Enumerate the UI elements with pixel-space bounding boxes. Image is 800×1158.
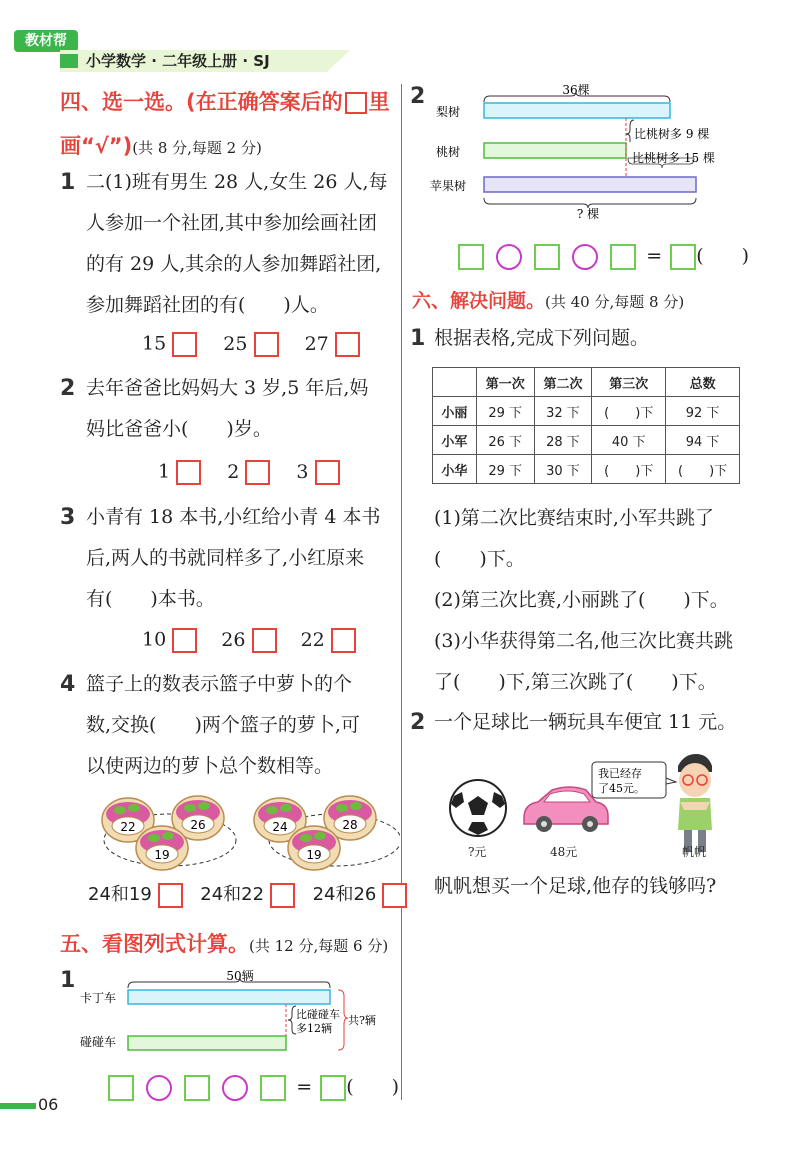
table-header-row: 第一次 第二次 第三次 总数 xyxy=(433,368,740,397)
header-stripe xyxy=(60,54,78,68)
row-label: 碰碰车 xyxy=(80,1035,117,1049)
section4-title: 四、选一选。(在正确答案后的 里 xyxy=(60,90,390,114)
number-box[interactable] xyxy=(458,244,484,270)
total-label: 36棵 xyxy=(562,83,590,97)
question-number: 2 xyxy=(60,376,76,401)
row-label: 卡丁车 xyxy=(80,991,117,1005)
answer-box[interactable] xyxy=(172,332,197,357)
answer-box[interactable] xyxy=(270,883,295,908)
equation-row xyxy=(108,1072,399,1101)
title-answer-box xyxy=(345,92,367,114)
option-row: 1 2 3 xyxy=(158,460,340,485)
row-label: 桃树 xyxy=(436,145,461,159)
unit-paren: ( ) xyxy=(696,245,750,267)
answer-box[interactable] xyxy=(335,332,360,357)
basket-number: 28 xyxy=(342,818,358,832)
number-box[interactable] xyxy=(184,1075,210,1101)
speech-bubble xyxy=(592,762,676,798)
answer-box[interactable] xyxy=(252,628,277,653)
header-title: 小学数学 · 二年级上册 · SJ xyxy=(86,52,270,70)
svg-text:我已经存: 我已经存 xyxy=(598,767,642,780)
table-row: 小军 26 下 28 下 40 下 94 下 xyxy=(433,426,740,455)
answer-box[interactable] xyxy=(315,460,340,485)
row-label: 苹果树 xyxy=(430,179,467,193)
section4-title-line2: 画“√”)(共 8 分,每题 2 分) xyxy=(60,134,262,158)
unit-paren: ( ) xyxy=(346,1076,400,1098)
equation-row xyxy=(458,241,749,270)
peach-bar xyxy=(484,143,626,158)
person-name: 帆帆 xyxy=(682,845,707,859)
baskets-illustration xyxy=(100,790,400,880)
table-row: 小华 29 下 30 下 ( )下 ( )下 xyxy=(433,455,740,484)
row-label: 梨树 xyxy=(436,105,461,119)
difference-label: 比碰碰车 xyxy=(296,1008,340,1021)
number-box[interactable] xyxy=(260,1075,286,1101)
basket-number: 26 xyxy=(190,818,206,832)
answer-box[interactable] xyxy=(382,883,407,908)
basket-number: 24 xyxy=(272,820,288,834)
boy-icon xyxy=(678,754,712,852)
section6-title: 六、解决问题。(共 40 分,每题 8 分) xyxy=(412,290,685,312)
difference-label: 比桃树多 15 棵 xyxy=(632,151,715,165)
question-text: 一个足球比一辆玩具车便宜 11 元。 xyxy=(434,711,737,733)
textbook-tag: 教材帮 xyxy=(14,30,78,52)
number-box[interactable] xyxy=(108,1075,134,1101)
question-text: 二(1)班有男生 28 人,女生 26 人,每 人参加一个社团,其中参加绘画社团 的有 29 人,其余的人参加舞蹈社团, 参加舞蹈社团的有( )人。 xyxy=(86,171,388,316)
question-text: 篮子上的数表示篮子中萝卜的个 数,交换( )两个篮子的萝卜,可 以使两边的萝卜总个数相等。 xyxy=(86,673,360,777)
question-label: ? 棵 xyxy=(576,207,600,220)
score-table xyxy=(432,367,740,484)
question-text: 帆帆想买一个足球,他存的钱够吗? xyxy=(434,875,717,897)
option-row: 10 26 22 xyxy=(142,628,356,653)
footer-bar xyxy=(0,1103,36,1109)
answer-box[interactable] xyxy=(331,628,356,653)
ball-price: ?元 xyxy=(468,845,487,859)
table-row: 小丽 29 下 32 下 ( )下 92 下 xyxy=(433,397,740,426)
column-divider xyxy=(401,84,402,1100)
question-number: 4 xyxy=(60,672,76,697)
basket-number: 19 xyxy=(154,848,170,862)
question-label: 共?辆 xyxy=(348,1014,376,1027)
total-label: 50辆 xyxy=(226,969,254,983)
option-row: 24和19 24和22 24和26 xyxy=(88,880,407,908)
soccer-ball-icon xyxy=(450,780,506,836)
option-row: 15 25 27 xyxy=(142,332,360,357)
number-box[interactable] xyxy=(610,244,636,270)
answer-box[interactable] xyxy=(172,628,197,653)
operator-circle[interactable] xyxy=(496,244,522,270)
page-number: 06 xyxy=(38,1095,59,1114)
equals-sign: = xyxy=(296,1076,313,1098)
question-number: 1 xyxy=(60,968,76,993)
question-number: 2 xyxy=(410,84,426,109)
answer-box[interactable] xyxy=(254,332,279,357)
question-number: 1 xyxy=(410,326,426,351)
question-text: 去年爸爸比妈妈大 3 岁,5 年后,妈 妈比爸爸小( )岁。 xyxy=(86,377,369,440)
section5-title: 五、看图列式计算。(共 12 分,每题 6 分) xyxy=(60,932,389,956)
question-number: 1 xyxy=(60,170,76,195)
kart-bar xyxy=(128,990,330,1004)
answer-box[interactable] xyxy=(158,883,183,908)
question-text: 根据表格,完成下列问题。 xyxy=(434,327,650,349)
question-text: 小青有 18 本书,小红给小青 4 本书 后,两人的书就同样多了,小红原来 有( )本书。 xyxy=(86,506,381,610)
answer-box[interactable] xyxy=(245,460,270,485)
apple-bar xyxy=(484,177,696,192)
sub-questions: (1)第二次比赛结束时,小军共跳了 ( )下。 (2)第三次比赛,小丽跳了( )下。 (3)小华获得第二名,他三次比赛共跳 了( )下,第三次跳了( )下。 xyxy=(434,507,733,693)
bumper-car-bar xyxy=(128,1036,286,1050)
answer-box[interactable] xyxy=(176,460,201,485)
svg-text:了45元。: 了45元。 xyxy=(598,782,645,795)
difference-label: 比桃树多 9 棵 xyxy=(634,127,710,141)
basket-number: 19 xyxy=(306,848,322,862)
basket-number: 22 xyxy=(120,820,136,834)
equals-sign: = xyxy=(646,245,663,267)
number-box[interactable] xyxy=(534,244,560,270)
difference-label: 多12辆 xyxy=(296,1022,332,1035)
operator-circle[interactable] xyxy=(146,1075,172,1101)
question-number: 3 xyxy=(60,505,76,530)
bar-diagram-trees xyxy=(430,80,730,220)
pear-bar xyxy=(484,103,670,118)
operator-circle[interactable] xyxy=(572,244,598,270)
result-box[interactable] xyxy=(670,244,696,270)
result-box[interactable] xyxy=(320,1075,346,1101)
question-number: 2 xyxy=(410,710,426,735)
bar-diagram-cars xyxy=(80,966,400,1056)
operator-circle[interactable] xyxy=(222,1075,248,1101)
car-price: 48元 xyxy=(550,845,578,859)
